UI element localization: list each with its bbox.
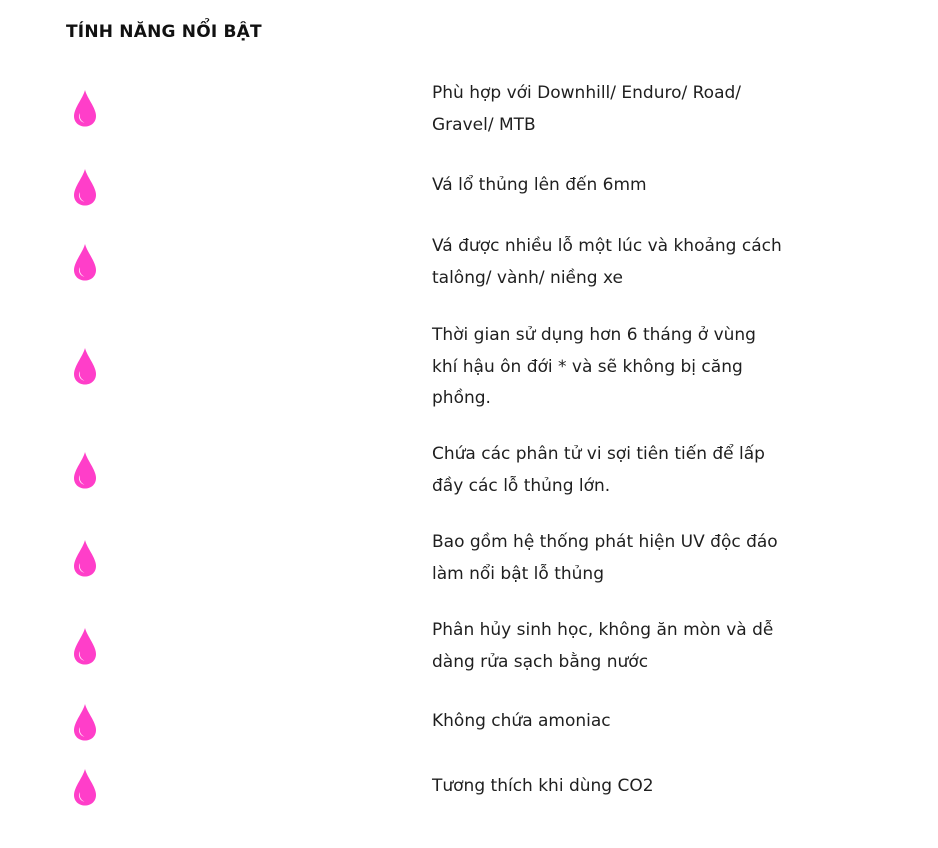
drop-icon: [72, 88, 98, 128]
drop-icon: [72, 450, 98, 490]
drop-icon: [72, 167, 98, 207]
feature-text: Vá lổ thủng lên đến 6mm: [432, 175, 647, 195]
feature-text: Phù hợp với Downhill/ Enduro/ Road/ Gravel/ MTB: [432, 83, 742, 135]
feature-text: Bao gồm hệ thống phát hiện UV độc đáo làm nổi bật lỗ thủng: [432, 532, 778, 584]
drop-icon: [72, 242, 98, 282]
feature-text: Tương thích khi dùng CO2: [432, 776, 654, 796]
drop-icon: [72, 626, 98, 666]
drop-icon: [72, 702, 98, 742]
feature-text: Thời gian sử dụng hơn 6 tháng ở vùng khí hậu ôn đới * và sẽ không bị căng phồng.: [432, 325, 756, 408]
feature-text: Vá được nhiều lỗ một lúc và khoảng cách talông/ vành/ niềng xe: [432, 236, 782, 288]
drop-icon: [72, 346, 98, 386]
drop-icon: [72, 538, 98, 578]
section-title: TÍNH NĂNG NỔI BẬT: [66, 22, 262, 42]
feature-text: Chứa các phân tử vi sợi tiên tiến để lấp đầy các lỗ thủng lớn.: [432, 444, 765, 496]
drop-icon: [72, 767, 98, 807]
feature-text: Phân hủy sinh học, không ăn mòn và dễ dàng rửa sạch bằng nước: [432, 620, 774, 672]
feature-text: Không chứa amoniac: [432, 711, 611, 731]
